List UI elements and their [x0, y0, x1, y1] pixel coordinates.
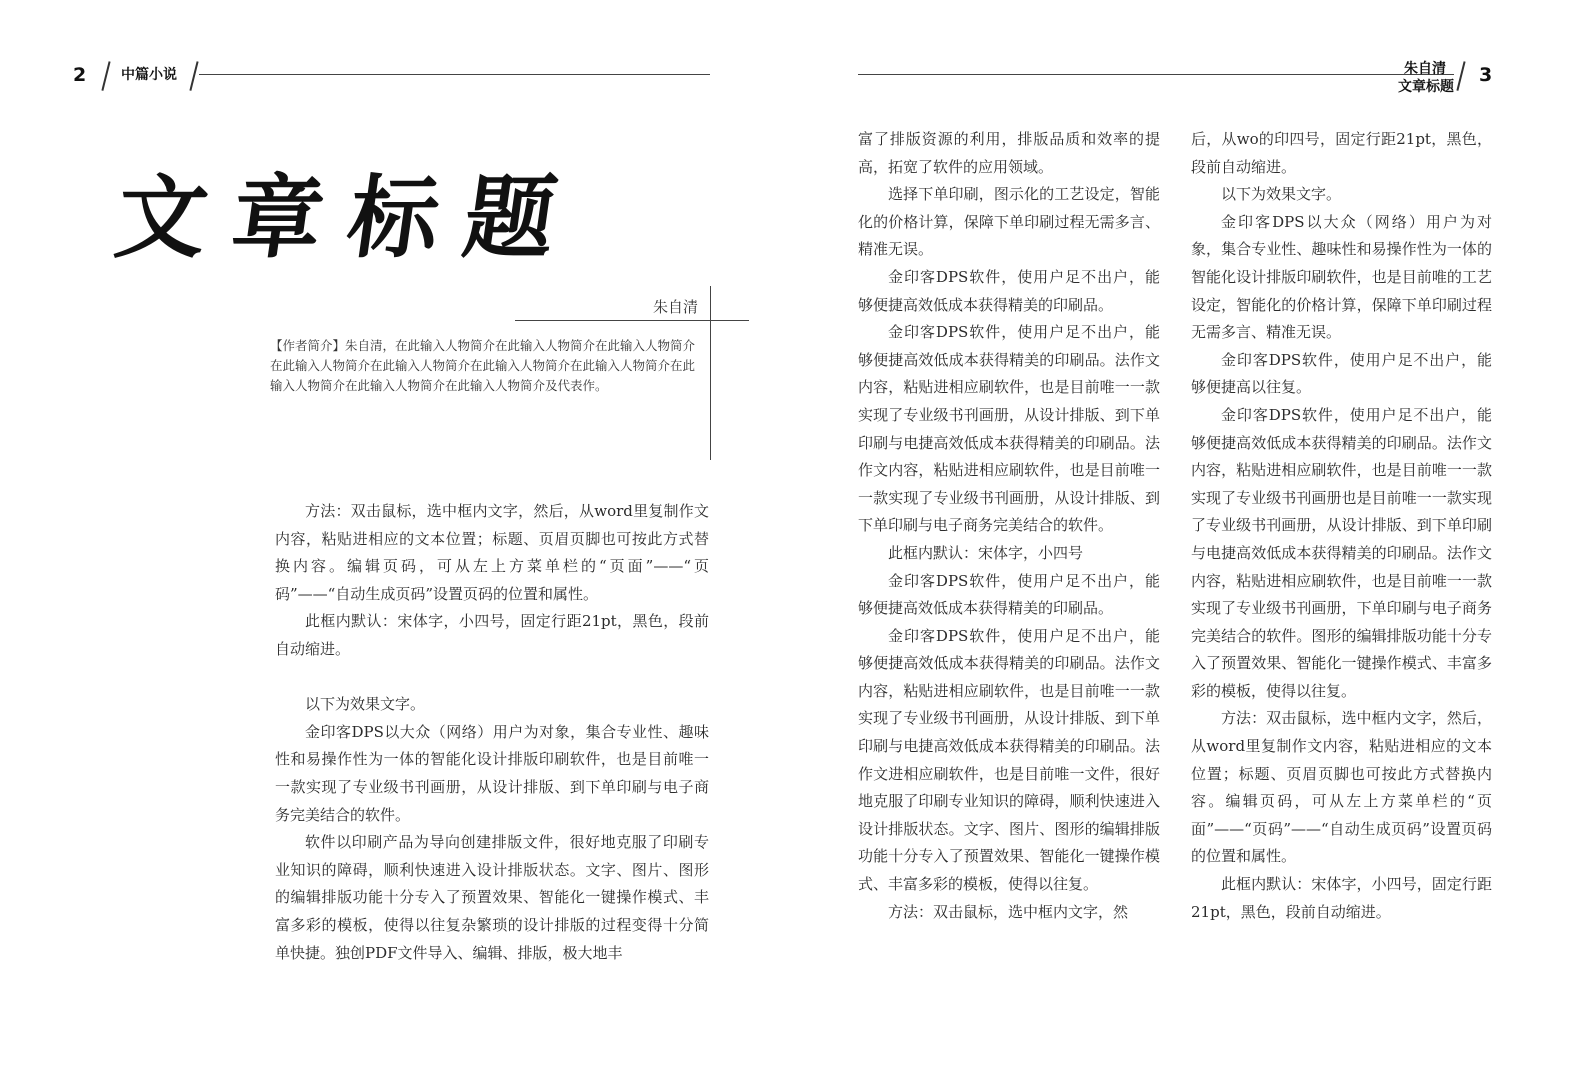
paragraph: 此框内默认：宋体字，小四号: [888, 543, 1084, 562]
paragraph: 金印客DPS软件，使用户足不出户，能够便捷高效低成本获得精美的印刷品。法作文内容，粘贴进相应刷软件，也是目前唯一一款实现了专业级书刊画册，从设计排版、到下单印刷与电捷高效低成本获得精美的印刷品。法作文进相应刷软件，也是目前唯一文件，很好地克服了印刷专业知识的障碍，顺利快速进入设计排版状态。文字、图片、图形的编辑排版功能十分专入了预置效果、智能化一键操作模式、丰富多彩的模板，使得以往复。: [858, 626, 1160, 894]
paragraph: 方法：双击鼠标，选中框内文字，然: [888, 902, 1129, 921]
paragraph: 此框内默认：宋体字，小四号，固定行距21pt，黑色，段前自动缩进。: [1191, 875, 1492, 921]
author-bio: 【作者简介】朱自清，在此输入人物简介在此输入人物简介在此输入人物简介在此输入人物简介在此输入人物简介在此输入人物简介在此输入人物简介在此输入人物简介在此输入人物简介在此输入人物简介及代表作。: [270, 338, 696, 393]
paragraph: 后，从wo的印四号，固定行距21pt，黑色，段前自动缩进。: [1191, 130, 1492, 176]
paragraph: 金印客DPS以大众（网络）用户为对象，集合专业性、趣味性和易操作性为一体的智能化设计排版印刷软件，也是目前唯一一款实现了专业级书刊画册，从设计排版、到下单印刷与电子商务完美结合的软件。: [275, 722, 709, 824]
paragraph: 金印客DPS软件，使用户足不出户，能够便捷高效低成本获得精美的印刷品。法作文内容，粘贴进相应刷软件，也是目前唯一一款实现了专业级书刊画册也是目前唯一一款实现了专业级书刊画册，从设计排版、到下单印刷与电捷高效低成本获得精美的印刷品。法作文内容，粘贴进相应刷软件，也是目前唯一一款实现了专业级书刊画册，下单印刷与电子商务完美结合的软件。图形的编辑排版功能十分专入了预置效果、智能化一键操作模式、丰富多彩的模板，使得以往复。: [1191, 405, 1492, 700]
header-slash-left-2: [189, 61, 198, 90]
paragraph: 金印客DPS软件，使用户足不出户，能够便捷高效低成本获得精美的印刷品。: [858, 267, 1160, 314]
header-rule-left: [199, 74, 710, 75]
author-rule: [515, 320, 749, 321]
paragraph: 富了排版资源的利用，排版品质和效率的提高，拓宽了软件的应用领域。: [858, 130, 1160, 176]
article-title: 文章标题: [109, 165, 589, 271]
paragraph: 软件以印刷产品为导向创建排版文件，很好地克服了印刷专业知识的障碍，顺利快速进入设计排版状态。文字、图片、图形的编辑排版功能十分专入了预置效果、智能化一键操作模式、丰富多彩的模板，使得以往复杂繁琐的设计排版的过程变得十分简单快捷。独创PDF文件导入、编辑、排版，极大地丰: [275, 833, 709, 962]
author-name: 朱自清: [652, 298, 698, 316]
header-slash-left: [101, 61, 110, 90]
paragraph: 金印客DPS软件，使用户足不出户，能够便捷高以往复。: [1191, 350, 1492, 397]
paragraph: 金印客DPS软件，使用户足不出户，能够便捷高效低成本获得精美的印刷品。法作文内容，粘贴进相应刷软件，也是目前唯一一款实现了专业级书刊画册，从设计排版、到下单印刷与电捷高效低成本获得精美的印刷品。法作文内容，粘贴进相应刷软件，也是目前唯一一款实现了专业级书刊画册，从设计排版、到下单印刷与电子商务完美结合的软件。: [858, 323, 1160, 535]
author-vertical-rule: [710, 286, 711, 460]
paragraph: 方法：双击鼠标，选中框内文字，然后，从word里复制作文内容，粘贴进相应的文本位置；标题、页眉页脚也可按此方式替换内容。编辑页码，可从左上方菜单栏的“页面”——“页码”——“自动生成页码”设置页码的位置和属性。: [275, 502, 709, 603]
right-col-2: [1191, 126, 1492, 926]
paragraph: 选择下单印刷，图示化的工艺设定，智能化的价格计算，保障下单印刷过程无需多言、精准无误。: [858, 185, 1160, 259]
paragraph: 以下为效果文字。: [305, 695, 426, 714]
header-author: 朱自清: [1404, 61, 1446, 77]
page-number-right: 3: [1479, 64, 1493, 86]
paragraph: 金印客DPS软件，使用户足不出户，能够便捷高效低成本获得精美的印刷品。: [858, 571, 1160, 618]
header-slash-right: [1456, 61, 1465, 90]
right-col-1: [858, 126, 1160, 926]
running-title: 中篇小说: [121, 67, 177, 83]
paragraph: 此框内默认：宋体字，小四号，固定行距21pt，黑色，段前自动缩进。: [275, 612, 709, 658]
paragraph: 以下为效果文字。: [1221, 185, 1342, 204]
paragraph: 方法：双击鼠标，选中框内文字，然后，从word里复制作文内容，粘贴进相应的文本位置；标题、页眉页脚也可按此方式替换内容。编辑页码，可从左上方菜单栏的“页面”——“页码”——“自动生成页码”设置页码的位置和属性。: [1191, 709, 1492, 866]
left-body: [275, 498, 709, 967]
header-title: 文章标题: [1398, 79, 1454, 95]
page-number-left: 2: [73, 64, 87, 86]
paragraph: 金印客DPS以大众（网络）用户为对象，集合专业性、趣味性和易操作性为一体的智能化设计排版印刷软件，也是目前唯的工艺设定，智能化的价格计算，保障下单印刷过程无需多言、精准无误。: [1191, 212, 1492, 342]
